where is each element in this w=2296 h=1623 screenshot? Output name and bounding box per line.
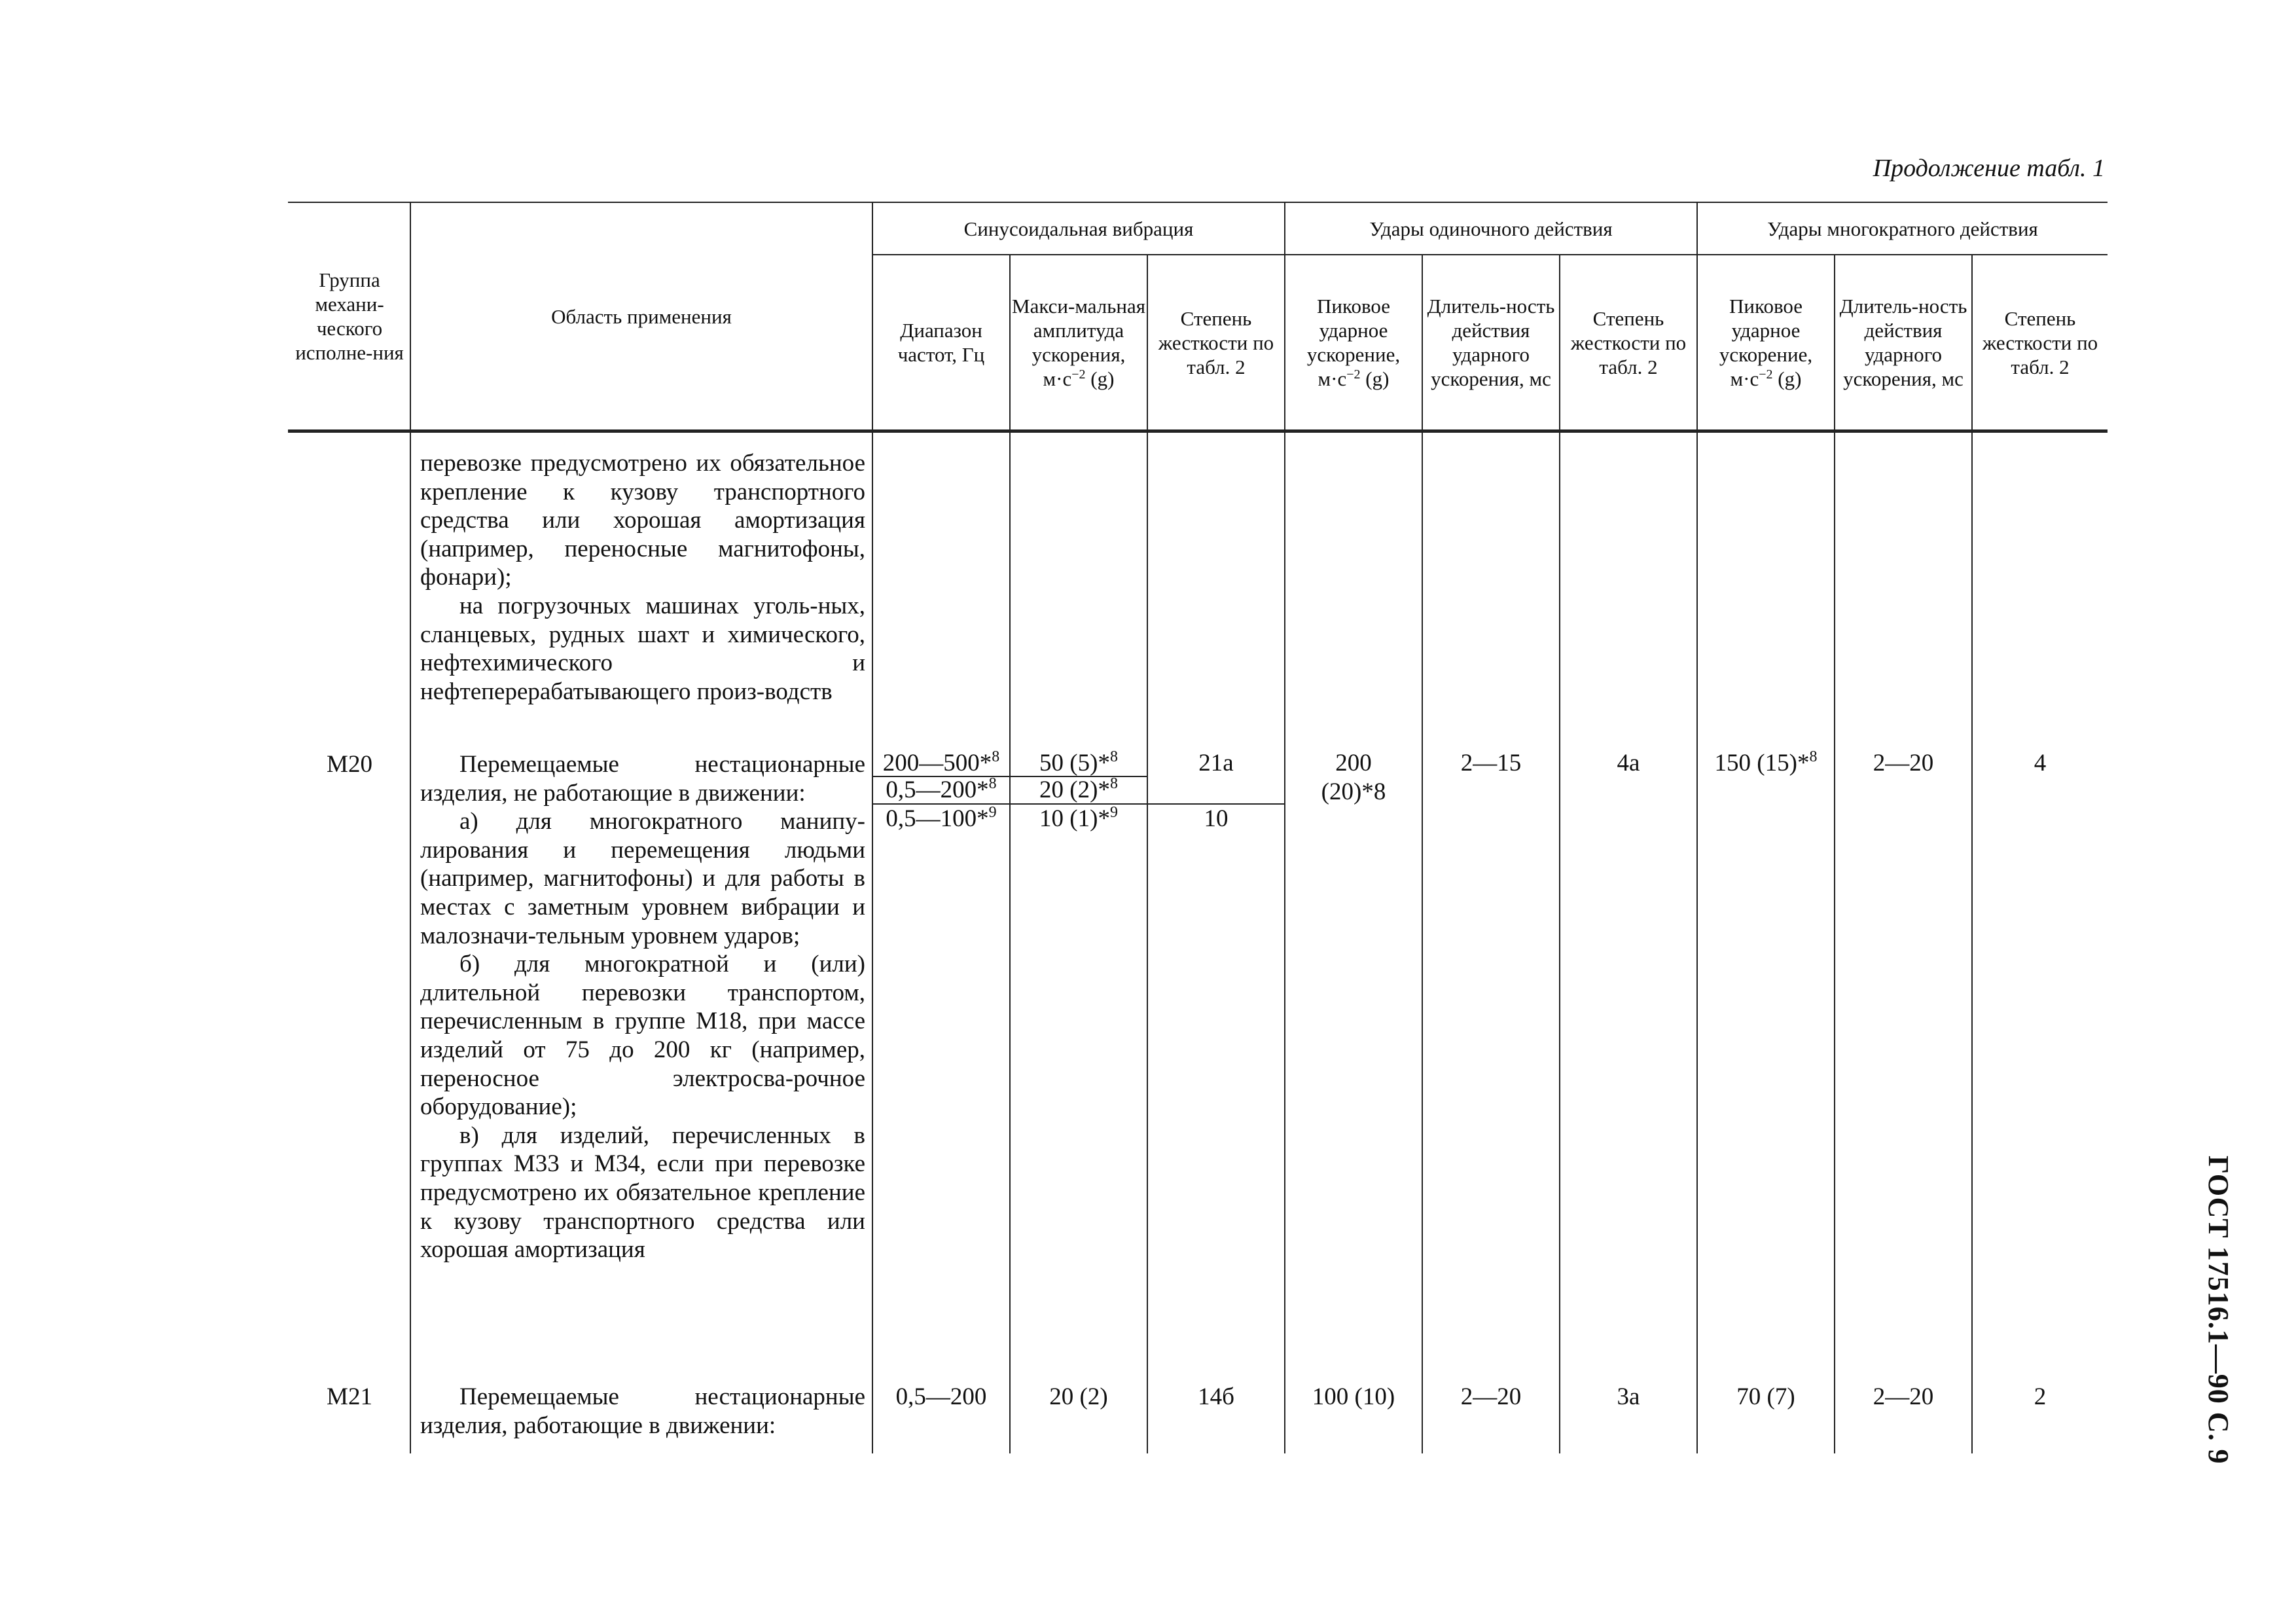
header-multiple-shocks: Удары многократного действия bbox=[1767, 217, 2038, 240]
duration-single: 2—20 bbox=[1460, 1383, 1522, 1410]
header-severity-single: Степень жесткости по табл. 2 bbox=[1570, 306, 1687, 378]
document-code-label: ГОСТ 17516.1—90 С. 9 bbox=[2202, 1156, 2234, 1465]
severity-multiple: 2 bbox=[2034, 1383, 2047, 1410]
header-severity-sine: Степень жесткости по табл. 2 bbox=[1158, 306, 1274, 378]
header-max-amplitude: Макси-мальная амплитуда ускорения, $м\cdot с^{-2}$ (g) bbox=[1012, 295, 1145, 390]
header-sine-vibration: Синусоидальная вибрация bbox=[963, 217, 1194, 240]
group-code: M21 bbox=[327, 1383, 372, 1410]
freq-range-2: 0,5—200*$^8$ bbox=[886, 775, 997, 803]
header-group: Группа механи-ческого исполне-ния bbox=[295, 268, 404, 364]
group-code: M20 bbox=[327, 751, 372, 778]
duration-multiple: 2—20 bbox=[1873, 1383, 1934, 1410]
header-severity-multiple: Степень жесткости по табл. 2 bbox=[1982, 306, 2098, 378]
header-area: Область применения bbox=[551, 304, 732, 328]
freq-range: 0,5—200 bbox=[895, 1383, 987, 1410]
continued-area-text: перевозке предусмотрено их обязательное крепление к кузову транспортного средства или хорошая амортизация (например, переносные магнитофоны, фонари); на погрузочных машинах уголь-ных, сланцевых, рудных шахт и химического, нефтехимического и нефтеперерабатывающего произ-водств bbox=[420, 450, 865, 705]
max-amplitude: 20 (2) bbox=[1049, 1383, 1108, 1410]
severity-single: 3а bbox=[1617, 1383, 1640, 1410]
severity-sine-1: 21а bbox=[1198, 750, 1234, 776]
header-peak-accel-multiple: Пиковое ударное ускорение, $м\cdot с^{-2}$ (g) bbox=[1719, 295, 1813, 390]
application-area-text: Перемещаемые нестационарные изделия, работающие в движении: bbox=[420, 1383, 865, 1439]
peak-accel-multiple: 70 (7) bbox=[1736, 1383, 1795, 1410]
freq-range-3: 0,5—100*$^9$ bbox=[886, 804, 997, 832]
severity-sine: 14б bbox=[1198, 1383, 1234, 1410]
duration-multiple: 2—20 bbox=[1873, 750, 1934, 776]
header-freq-range: Диапазон частот, Гц bbox=[897, 319, 985, 366]
duration-single: 2—15 bbox=[1460, 750, 1522, 776]
header-peak-accel-single: Пиковое ударное ускорение, $м\cdot с^{-2}$ (g) bbox=[1306, 295, 1401, 390]
severity-single: 4а bbox=[1617, 750, 1640, 776]
header-duration-multiple: Длитель-ность действия ударного ускорения, мс bbox=[1839, 295, 1967, 390]
peak-accel-single: 200 (20)*8 bbox=[1321, 750, 1386, 805]
peak-accel-multiple: 150 (15)*$^8$ bbox=[1714, 748, 1818, 776]
max-amplitude-3: 10 (1)*$^9$ bbox=[1039, 804, 1118, 832]
freq-range-1: 200—500*$^8$ bbox=[882, 748, 1000, 776]
header-single-shocks: Удары одиночного действия bbox=[1369, 217, 1613, 240]
max-amplitude-2: 20 (2)*$^8$ bbox=[1039, 775, 1118, 803]
header-duration-single: Длитель-ность действия ударного ускорения, мс bbox=[1427, 295, 1555, 390]
continuation-label: Продолжение табл. 1 bbox=[1873, 155, 2105, 182]
max-amplitude-1: 50 (5)*$^8$ bbox=[1039, 748, 1118, 776]
application-area-text: Перемещаемые нестационарные изделия, не работающие в движении: а) для многократного манипу-лирования и перемещения людьми (например, магнитофоны) и для работы в местах с заметным уровнем вибрации и малозначи-тельным уровнем ударов; б) для многократной и (или) длительной перевозки транспортом, перечисленным в группе М18, при массе изделий от 75 до 200 кг (например, переносное электросва-рочное оборудование); в) для изделий, перечисленных в группах М33 и М34, если при перевозке предусмотрено их обязательное крепление к кузову транспортного средства или хорошая амортизация bbox=[420, 751, 865, 1264]
severity-multiple: 4 bbox=[2034, 750, 2047, 776]
peak-accel-single: 100 (10) bbox=[1312, 1383, 1395, 1410]
severity-sine-2: 10 bbox=[1204, 805, 1229, 832]
